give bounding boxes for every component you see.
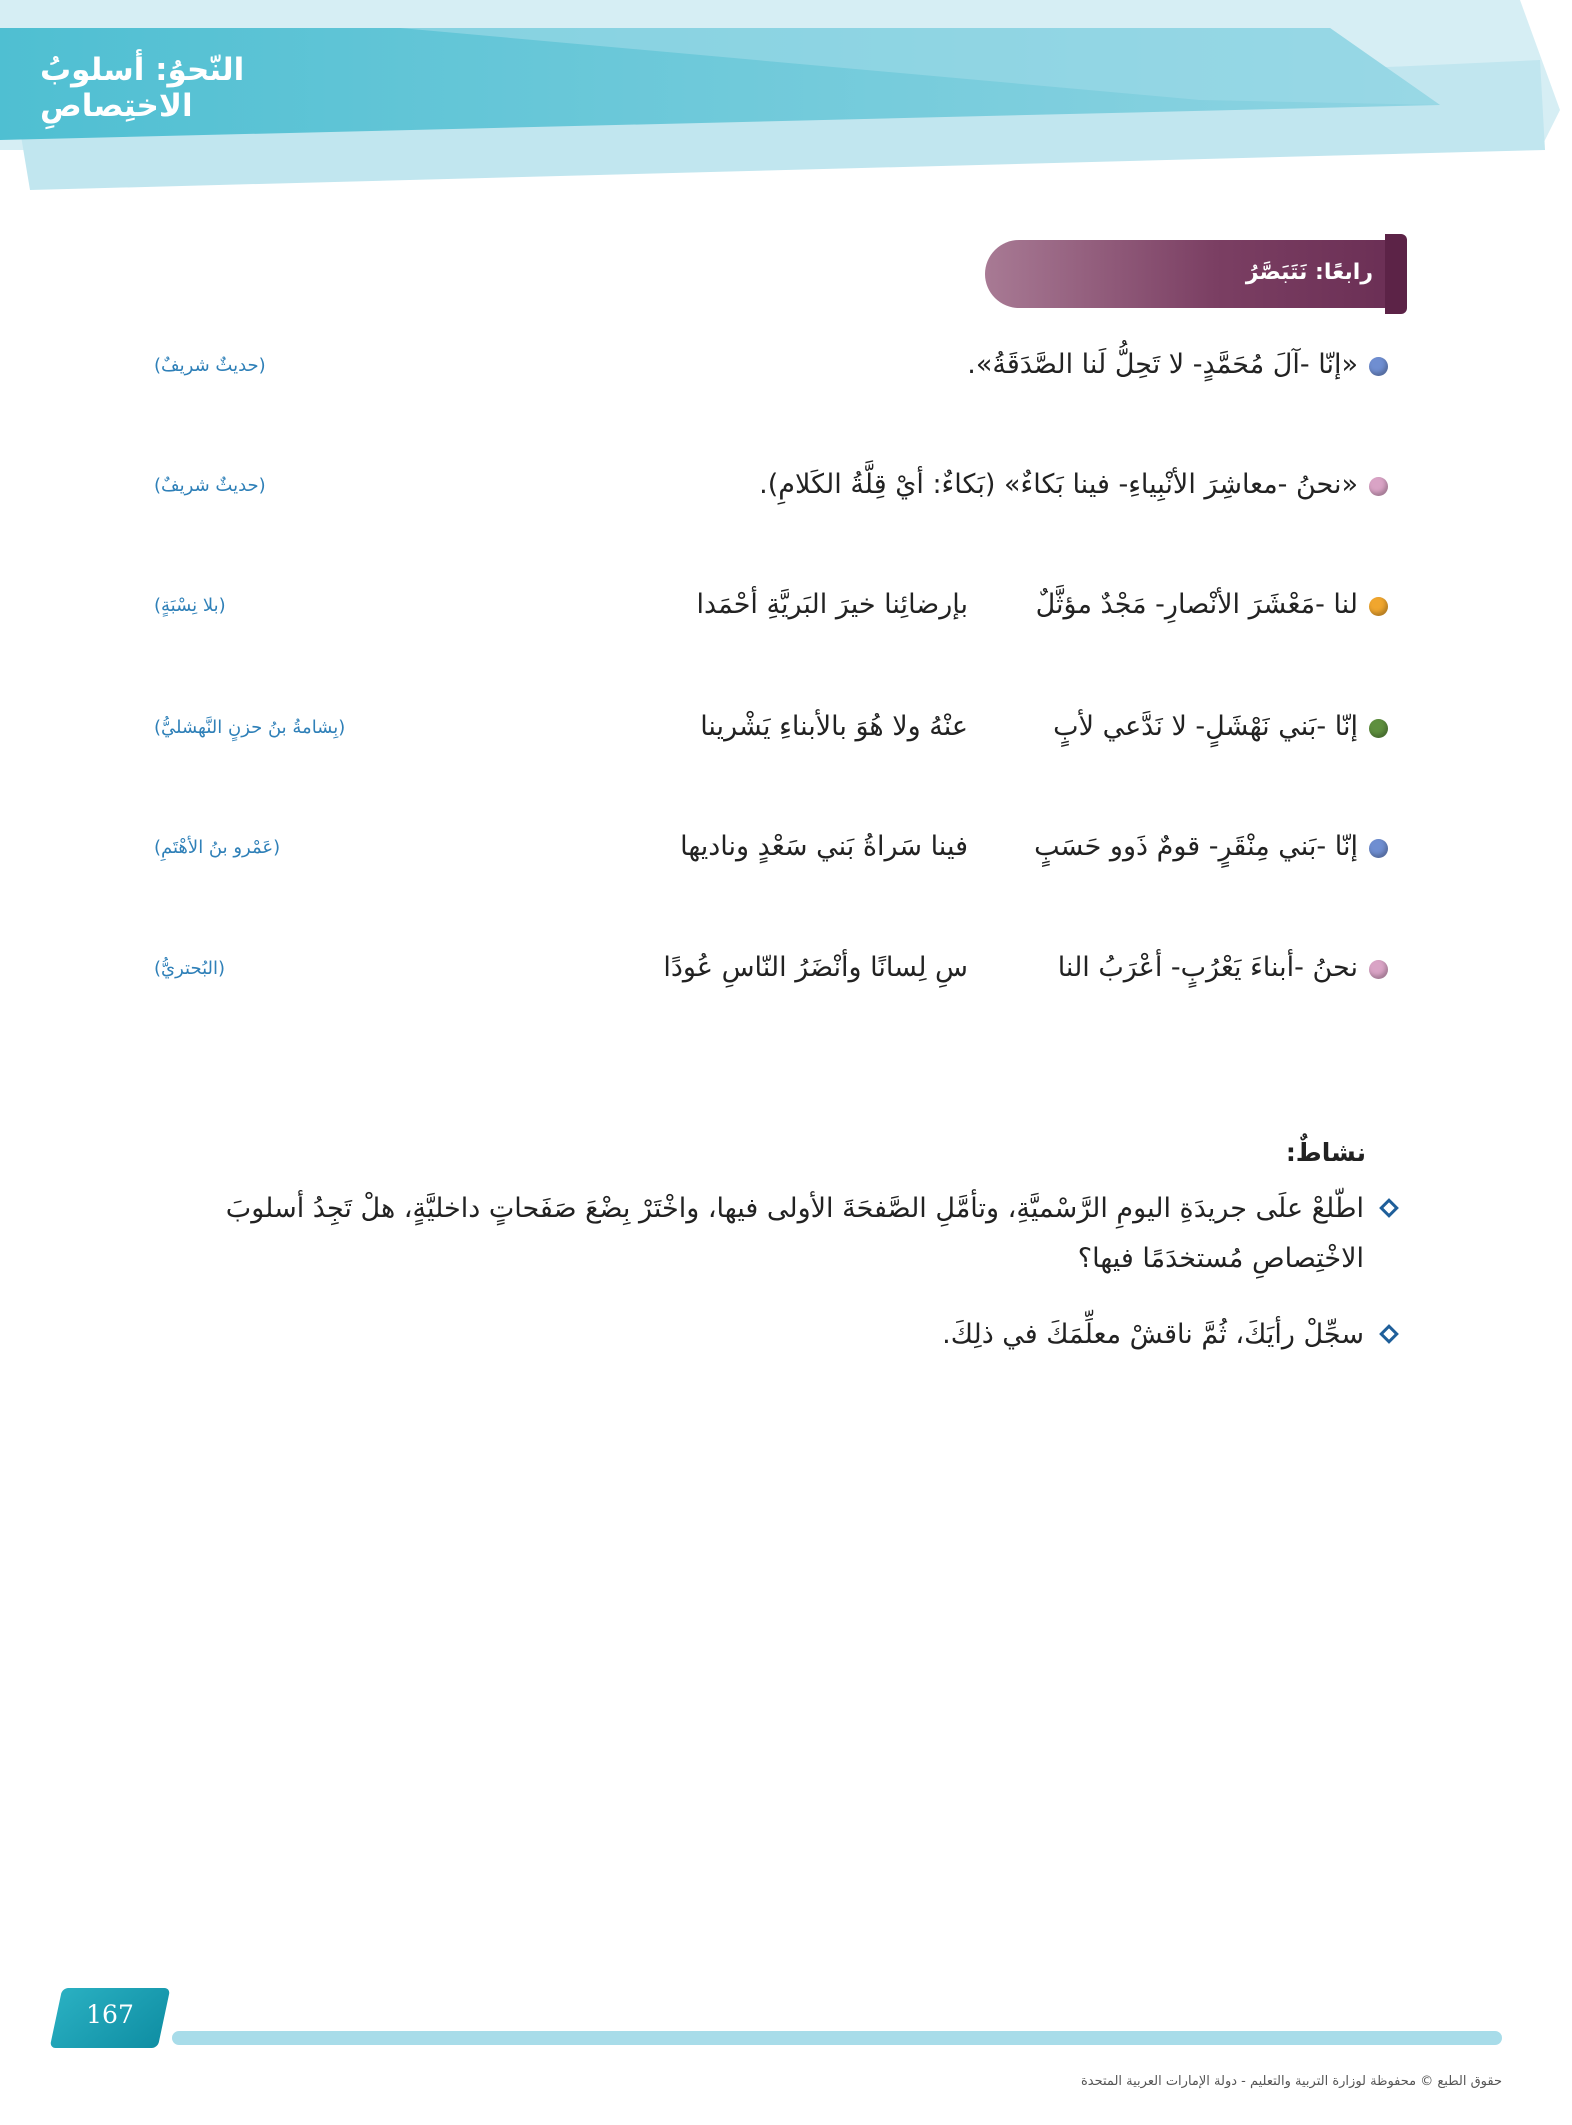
example-item: [140, 946, 1388, 996]
verse-first-hemistich: إنّا -بَني مِنْقَرٍ- قومٌ ذَوو حَسَبٍ: [1034, 831, 1358, 862]
bullet-icon: [1369, 357, 1388, 376]
example-item: [140, 463, 1388, 513]
verse-first-hemistich: إنّا -بَني نَهْشَلٍ- لا نَدَّعي لأبٍ: [1053, 711, 1358, 742]
verse-first-hemistich: نحنُ -أبناءَ يَعْرُبٍ- أعْرَبُ النا: [1057, 952, 1358, 983]
verse-first-hemistich: لنا -مَعْشَرَ الأنْصارِ- مَجْدٌ مؤثَّلٌ: [1035, 589, 1358, 620]
example-source: (حديثٌ شريفٌ): [154, 475, 266, 496]
activity-item: [156, 1310, 1396, 1360]
verse-second-hemistich: سِ لِسانًا وأنْضَرُ النّاسِ عُودًا: [663, 952, 968, 983]
example-source: (بِشامةُ بنُ حزنٍ النَّهشليُّ): [154, 717, 346, 738]
activity-item: [156, 1184, 1396, 1284]
bullet-icon: [1369, 597, 1388, 616]
example-source: (البُحتريُّ): [154, 958, 226, 979]
example-text: «نحنُ -معاشِرَ الأنْبِياءِ- فينا بَكاءٌ» (بَكاءٌ: أيْ قِلَّةُ الكَلامِ).: [759, 469, 1358, 500]
verse-second-hemistich: عنْهُ ولا هُوَ بالأبناءِ يَشْرينا: [700, 711, 968, 742]
verse-second-hemistich: بإرضائِنا خيرَ البَريَّةِ أحْمَدا: [696, 589, 968, 620]
bullet-icon: [1369, 960, 1388, 979]
diamond-bullet-icon: [1379, 1198, 1399, 1218]
page-number: 167: [86, 2000, 134, 2029]
example-item: [140, 705, 1388, 755]
section-label: رابعًا: نَتَبَصَّرُ: [1245, 260, 1373, 285]
example-source: (حديثٌ شريفٌ): [154, 355, 266, 376]
example-source: (بلا نِسْبَةٍ): [154, 595, 226, 616]
example-text: «إنّا -آلَ مُحَمَّدٍ- لا تَحِلُّ لَنا الصَّدَقَةُ».: [967, 349, 1358, 380]
activity-text: اطّلعْ علَى جريدَةِ اليومِ الرَّسْميَّةِ، وتأمَّلِ الصَّفحَةَ الأولى فيها، واخْتَرْ بِضْعَ صَفَحاتٍ داخليَّةٍ، هلْ تَجِدُ أسلوبَ الاخْتِصاصِ مُستخدَمًا فيها؟: [225, 1193, 1364, 1274]
diamond-bullet-icon: [1379, 1324, 1399, 1344]
bullet-icon: [1369, 839, 1388, 858]
footer-divider: [172, 2031, 1502, 2045]
activity-text: سجِّلْ رأيَكَ، ثُمَّ ناقشْ معلِّمَكَ في ذلِكَ.: [942, 1319, 1364, 1350]
copyright-text: حقوق الطبع © محفوظة لوزارة التربية والتعليم - دولة الإمارات العربية المتحدة: [1080, 2074, 1502, 2089]
bullet-icon: [1369, 477, 1388, 496]
bullet-icon: [1369, 719, 1388, 738]
example-item: [140, 343, 1388, 393]
example-item: [140, 825, 1388, 875]
example-item: [140, 583, 1388, 633]
activity-heading: نشاطٌ:: [1285, 1138, 1366, 1167]
page-title: النّحوُ: أسلوبُ الاختِصاصِ: [40, 52, 245, 124]
example-source: (عَمْرو بنُ الأهْتَمِ): [154, 837, 281, 858]
verse-second-hemistich: فينا سَراةُ بَني سَعْدٍ وناديها: [680, 831, 968, 862]
section-tab: [985, 240, 1403, 308]
